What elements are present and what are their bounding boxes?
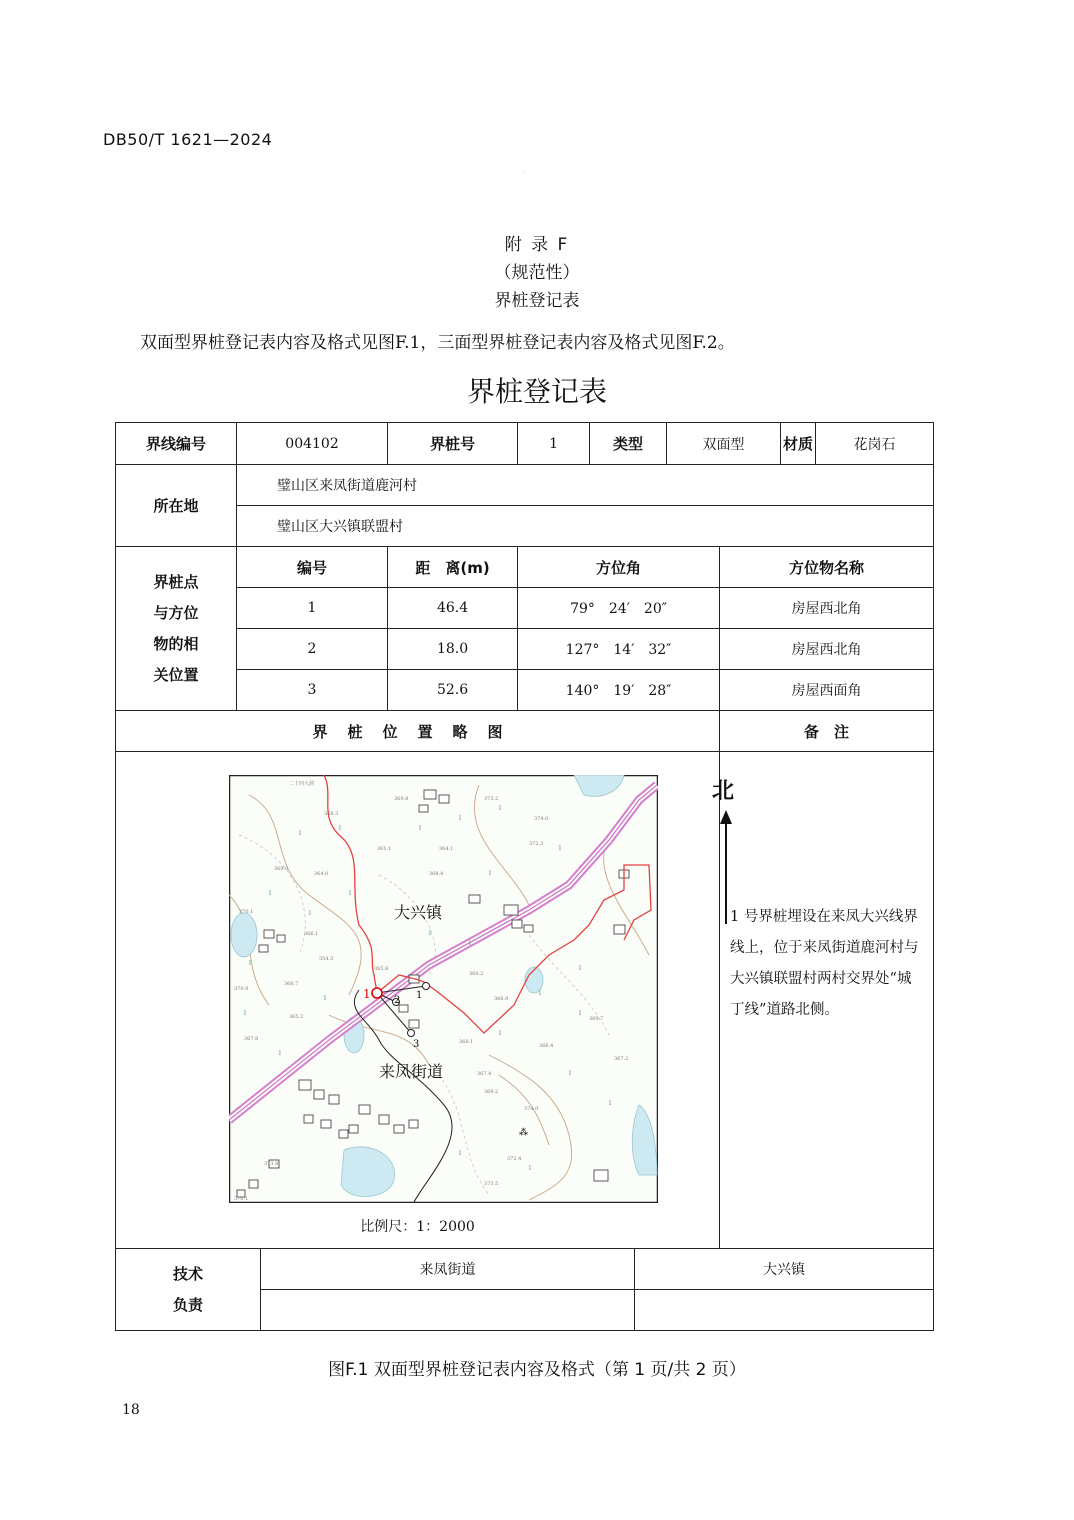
svg-text:373.5: 373.5 bbox=[484, 1181, 499, 1187]
grave-icon: ⁂ bbox=[519, 1128, 528, 1138]
tech-row bbox=[116, 1249, 934, 1290]
svg-text:l: l bbox=[579, 965, 581, 972]
svg-text:l: l bbox=[609, 1100, 611, 1107]
row-object: 房屋西北角 bbox=[720, 629, 934, 670]
svg-text:二十四大洞: 二十四大洞 bbox=[289, 781, 315, 787]
svg-text:l: l bbox=[309, 910, 311, 917]
svg-text:l: l bbox=[249, 960, 251, 967]
svg-text:l: l bbox=[499, 1030, 501, 1037]
row-object: 房屋西面角 bbox=[720, 670, 934, 711]
doc-code: DB50/T 1621—2024 bbox=[103, 130, 273, 149]
svg-text:372.4: 372.4 bbox=[507, 1156, 522, 1162]
svg-text:l: l bbox=[459, 1150, 461, 1157]
row-no: 2 bbox=[237, 629, 388, 670]
tech-col-b: 大兴镇 bbox=[635, 1249, 934, 1290]
col-header-distance: 距 离(m) bbox=[388, 547, 518, 588]
svg-text:365.8: 365.8 bbox=[374, 966, 389, 972]
svg-text:368.3: 368.3 bbox=[324, 811, 339, 817]
col-header-object: 方位物名称 bbox=[720, 547, 934, 588]
svg-text:l: l bbox=[569, 1070, 571, 1077]
location-row bbox=[116, 506, 934, 547]
remark-text: 1 号界桩埋设在来凤大兴线界线上，位于来凤街道鹿河村与大兴镇联盟村两村交界处“城丁线”道路北侧。 bbox=[720, 752, 934, 1249]
type-value: 双面型 bbox=[667, 423, 781, 465]
svg-text:l: l bbox=[299, 830, 301, 837]
remark-label: 备 注 bbox=[720, 711, 934, 752]
sketch-cell bbox=[116, 752, 735, 1249]
appendix-label: 附 录 F bbox=[504, 235, 570, 255]
post-no-value: 1 bbox=[518, 423, 590, 465]
svg-text:369.7: 369.7 bbox=[589, 1016, 604, 1022]
location-map bbox=[229, 775, 658, 1203]
row-distance: 18.0 bbox=[388, 629, 518, 670]
svg-text:370.9: 370.9 bbox=[234, 986, 249, 992]
svg-text:l: l bbox=[499, 805, 501, 812]
tech-label: 技术 负责 bbox=[116, 1249, 261, 1331]
intro-paragraph: 双面型界桩登记表内容及格式见图F.1，三面型界桩登记表内容及格式见图F.2。 bbox=[140, 333, 735, 353]
map-label-p1: 1 bbox=[416, 990, 423, 1001]
row-azimuth: 127° 14′ 32″ bbox=[518, 629, 720, 670]
sketch-label: 界桩位置略图 bbox=[116, 711, 720, 752]
table-row bbox=[116, 670, 934, 711]
info-row bbox=[116, 423, 934, 465]
north-arrow-icon bbox=[719, 810, 733, 924]
svg-text:370.1: 370.1 bbox=[234, 1196, 249, 1202]
tech-sign-b bbox=[635, 1290, 934, 1331]
svg-text:l: l bbox=[429, 930, 431, 937]
svg-text:372.3: 372.3 bbox=[529, 841, 544, 847]
north-label: 北 bbox=[712, 779, 735, 804]
svg-text:374.0: 374.0 bbox=[524, 1106, 539, 1112]
svg-text:373.8: 373.8 bbox=[264, 1161, 279, 1167]
post-no-label: 界桩号 bbox=[388, 423, 518, 465]
table-row bbox=[116, 588, 934, 629]
svg-text:369.0: 369.0 bbox=[274, 866, 289, 872]
svg-text:368.1: 368.1 bbox=[459, 1039, 474, 1045]
svg-text:l: l bbox=[539, 990, 541, 997]
svg-text:l: l bbox=[529, 1165, 531, 1172]
svg-text:361.1: 361.1 bbox=[377, 846, 392, 852]
svg-text:360.2: 360.2 bbox=[469, 971, 484, 977]
svg-text:366.4: 366.4 bbox=[539, 1043, 554, 1049]
row-no: 3 bbox=[237, 670, 388, 711]
svg-text:l: l bbox=[244, 1010, 246, 1017]
svg-text:l: l bbox=[459, 815, 461, 822]
tech-col-a: 来凤街道 bbox=[261, 1249, 635, 1290]
svg-text:364.1: 364.1 bbox=[439, 846, 454, 852]
svg-text:366.1: 366.1 bbox=[304, 931, 319, 937]
svg-text:l: l bbox=[349, 890, 351, 897]
svg-text:l: l bbox=[579, 1010, 581, 1017]
svg-text:354.3: 354.3 bbox=[319, 956, 334, 962]
svg-text:l: l bbox=[269, 890, 271, 897]
svg-text:l: l bbox=[419, 825, 421, 832]
line-no-label: 界线编号 bbox=[116, 423, 237, 465]
svg-text:365.2: 365.2 bbox=[289, 1014, 304, 1020]
svg-text:366.7: 366.7 bbox=[284, 981, 299, 987]
map-scale: 比例尺：1：2000 bbox=[360, 1219, 475, 1235]
table-row bbox=[116, 629, 934, 670]
type-label: 类型 bbox=[590, 423, 667, 465]
svg-text:l: l bbox=[324, 995, 326, 1002]
map-label-post: 1 bbox=[363, 987, 371, 1001]
sketch-header-row bbox=[116, 711, 934, 752]
svg-text:364.0: 364.0 bbox=[314, 871, 329, 877]
map-label-p3: 3 bbox=[413, 1039, 420, 1050]
material-label: 材质 bbox=[781, 423, 816, 465]
svg-text:368.4: 368.4 bbox=[429, 871, 444, 877]
svg-text:367.8: 367.8 bbox=[244, 1036, 259, 1042]
svg-text:l: l bbox=[489, 870, 491, 877]
svg-text:366.9: 366.9 bbox=[494, 996, 509, 1002]
row-distance: 52.6 bbox=[388, 670, 518, 711]
row-azimuth: 140° 19′ 28″ bbox=[518, 670, 720, 711]
relation-header-row bbox=[116, 547, 934, 588]
decorative-dot: · bbox=[522, 168, 525, 177]
svg-text:l: l bbox=[469, 940, 471, 947]
map-label-town-a: 大兴镇 bbox=[394, 903, 443, 922]
svg-text:374.0: 374.0 bbox=[534, 816, 549, 822]
svg-text:367.2: 367.2 bbox=[614, 1056, 629, 1062]
relation-label: 界桩点 与方位 物的相 关位置 bbox=[116, 547, 237, 711]
location-row bbox=[116, 465, 934, 506]
tech-sign-a bbox=[261, 1290, 635, 1331]
row-object: 房屋西北角 bbox=[720, 588, 934, 629]
material-value: 花岗石 bbox=[816, 423, 934, 465]
appendix-title: 界桩登记表 bbox=[494, 291, 580, 311]
map-label-town-b: 来凤街道 bbox=[379, 1062, 444, 1081]
page-number: 18 bbox=[122, 1402, 140, 1418]
row-no: 1 bbox=[237, 588, 388, 629]
row-distance: 46.4 bbox=[388, 588, 518, 629]
col-header-no: 编号 bbox=[237, 547, 388, 588]
map-label-p2: 2 bbox=[394, 995, 401, 1006]
form-title: 界桩登记表 bbox=[466, 375, 607, 408]
svg-text:l: l bbox=[339, 825, 341, 832]
registration-table bbox=[115, 422, 934, 1331]
location-label: 所在地 bbox=[116, 465, 237, 547]
svg-text:l: l bbox=[279, 1050, 281, 1057]
svg-text:373.2: 373.2 bbox=[484, 796, 499, 802]
appendix-nature: （规范性） bbox=[494, 263, 580, 283]
svg-text:l: l bbox=[559, 845, 561, 852]
col-header-azimuth: 方位角 bbox=[518, 547, 720, 588]
figure-caption: 图F.1 双面型界桩登记表内容及格式（第 1 页/共 2 页） bbox=[328, 1360, 746, 1380]
svg-text:370.1: 370.1 bbox=[239, 909, 254, 915]
line-no-value: 004102 bbox=[237, 423, 388, 465]
row-azimuth: 79° 24′ 20″ bbox=[518, 588, 720, 629]
location-value-2: 璧山区大兴镇联盟村 bbox=[237, 506, 934, 547]
svg-text:369.8: 369.8 bbox=[394, 796, 409, 802]
location-value-1: 璧山区来凤街道鹿河村 bbox=[237, 465, 934, 506]
sketch-row bbox=[116, 752, 934, 1249]
svg-text:369.2: 369.2 bbox=[484, 1089, 499, 1095]
svg-text:367.4: 367.4 bbox=[477, 1071, 492, 1077]
